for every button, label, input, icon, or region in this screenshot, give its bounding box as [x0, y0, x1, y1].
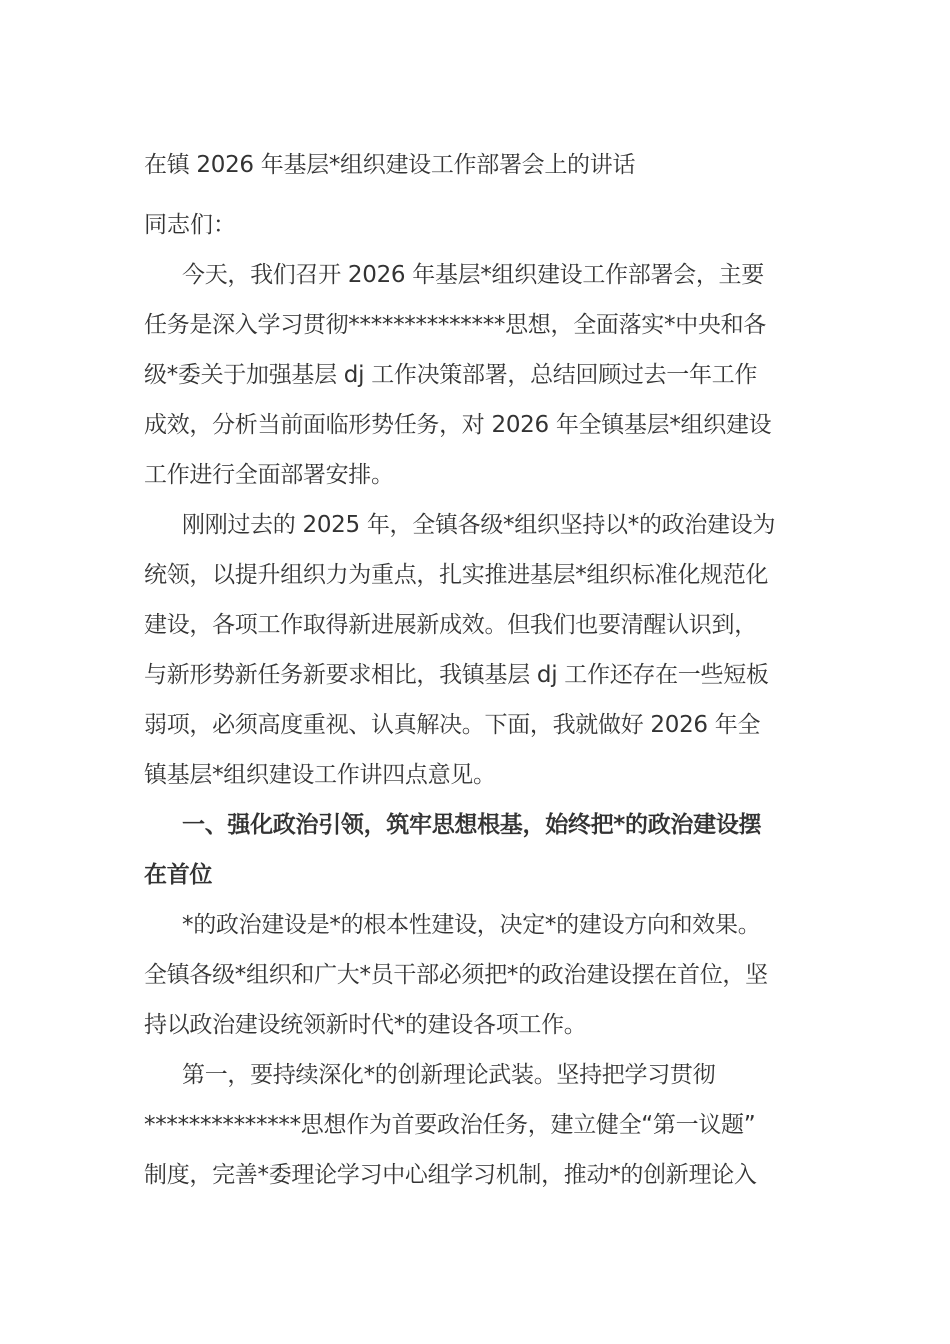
paragraph-line: 镇基层*组织建设工作讲四点意见。 [144, 762, 496, 788]
paragraph-line: 任务是深入学习贯彻**************思想，全面落实*中央和各 [144, 312, 767, 338]
document-title: 在镇 2026 年基层*组织建设工作部署会上的讲话 [144, 152, 636, 178]
paragraph-opening [144, 250, 804, 500]
paragraph-line: 与新形势新任务新要求相比，我镇基层 dj 工作还存在一些短板 [144, 662, 769, 688]
paragraph-line: **************思想作为首要政治任务，建立健全“第一议题” [144, 1112, 756, 1138]
paragraph-line: 工作进行全面部署安排。 [144, 462, 394, 488]
heading-line: 在首位 [144, 862, 213, 888]
salutation: 同志们： [144, 212, 236, 238]
paragraph-line: 建设，各项工作取得新进展新成效。但我们也要清醒认识到， [144, 612, 757, 638]
paragraph-review [144, 500, 804, 800]
paragraph-line: 弱项，必须高度重视、认真解决。下面，我就做好 2026 年全 [144, 712, 761, 738]
document-page [144, 140, 804, 1200]
paragraph-first-point [144, 1050, 804, 1200]
paragraph-line: 统领，以提升组织力为重点，扎实推进基层*组织标准化规范化 [144, 562, 769, 588]
paragraph-line: 今天，我们召开 2026 年基层*组织建设工作部署会，主要 [182, 262, 764, 288]
paragraph-line: 制度，完善*委理论学习中心组学习机制，推动*的创新理论入 [144, 1162, 757, 1188]
paragraph-line: 第一，要持续深化*的创新理论武装。坚持把学习贯彻 [182, 1062, 716, 1088]
heading-line: 一、强化政治引领，筑牢思想根基，始终把*的政治建设摆 [182, 812, 762, 838]
section-heading-1 [144, 800, 804, 900]
paragraph-line: 全镇各级*组织和广大*员干部必须把*的政治建设摆在首位，坚 [144, 962, 768, 988]
paragraph-line: 级*委关于加强基层 dj 工作决策部署，总结回顾过去一年工作 [144, 362, 758, 388]
paragraph-line: 成效，分析当前面临形势任务，对 2026 年全镇基层*组织建设 [144, 412, 772, 438]
paragraph-line: 持以政治建设统领新时代*的建设各项工作。 [144, 1012, 587, 1038]
paragraph-political-building [144, 900, 804, 1050]
paragraph-line: 刚刚过去的 2025 年，全镇各级*组织坚持以*的政治建设为 [182, 512, 776, 538]
paragraph-line: *的政治建设是*的根本性建设，决定*的建设方向和效果。 [182, 912, 761, 938]
